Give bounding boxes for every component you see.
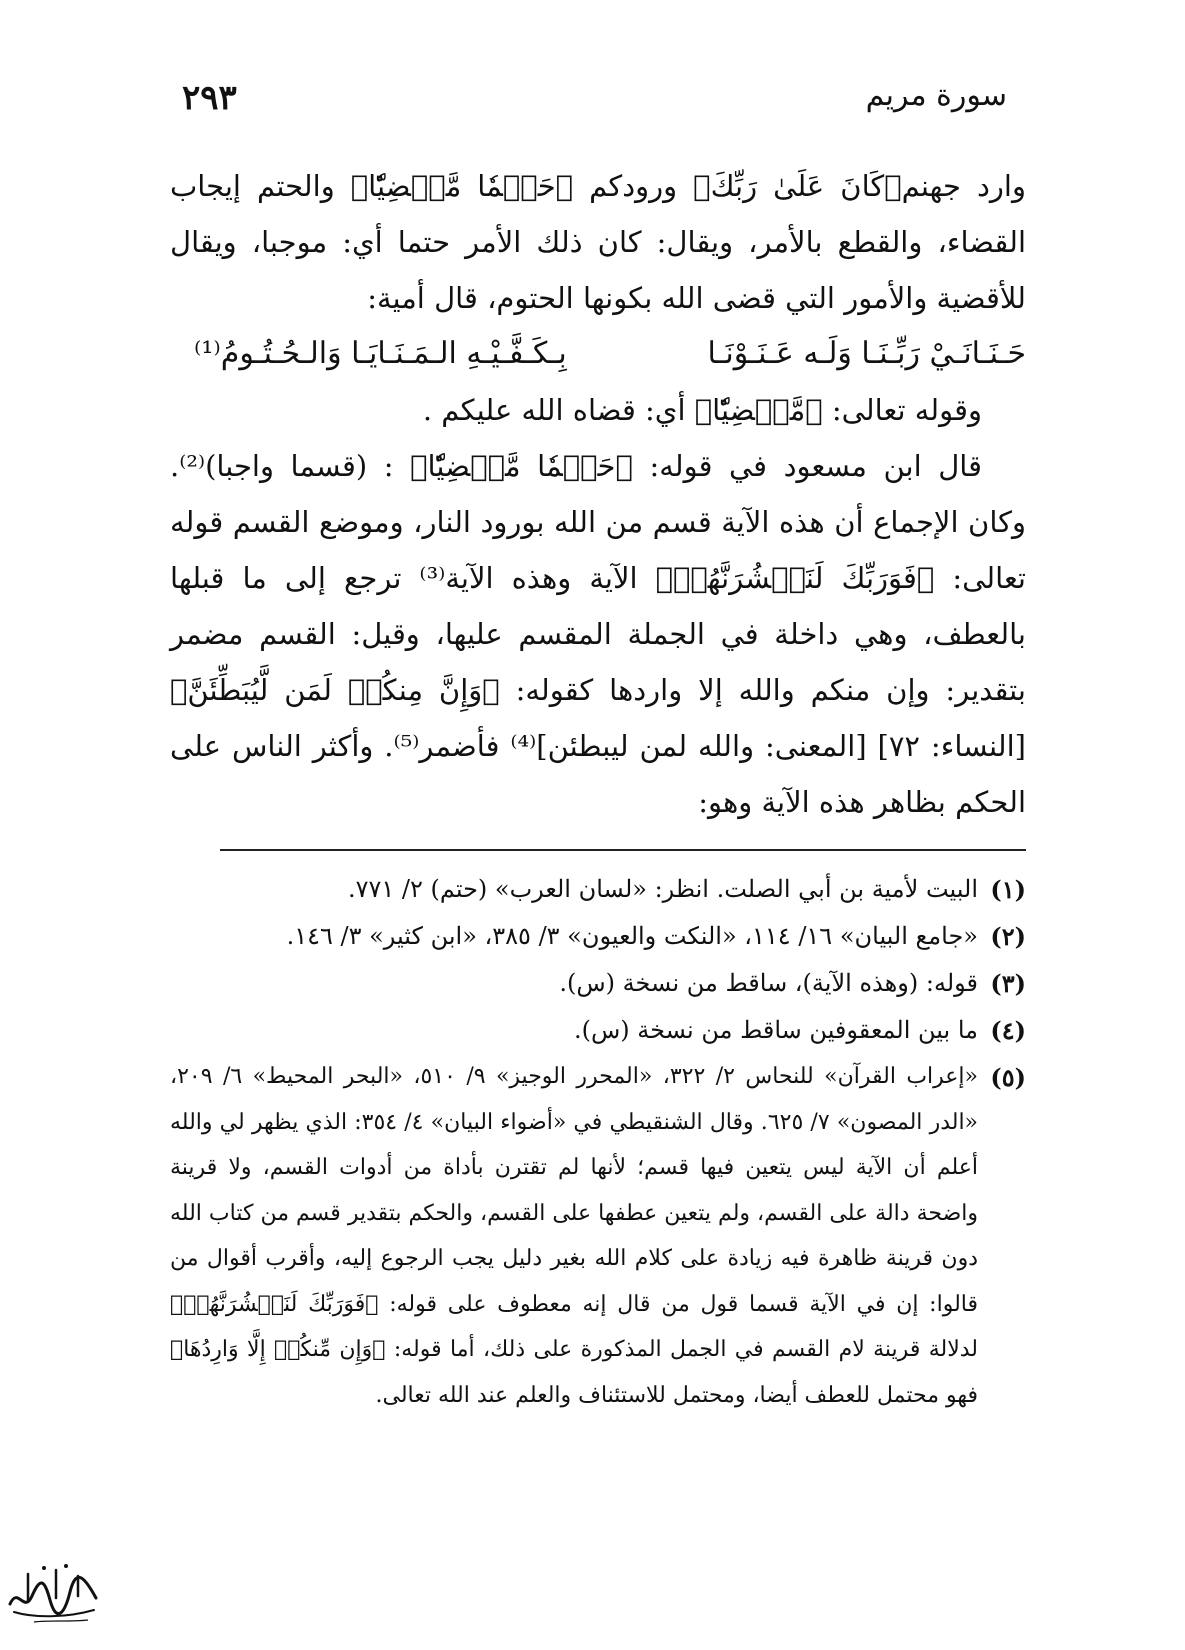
poetry-verse [170, 326, 1026, 382]
paragraph-2: وقوله تعالى: ﴿مَّقۡضِيّٗا﴾ أي: قضاه الله عليكم . [422, 393, 982, 427]
verse-hemistich-second: بِـكَـفَّـيْـهِ الـمَـنَـايَـا وَالـحُـتُـومُ⁽¹⁾ [194, 336, 567, 371]
footnote-text: «إعراب القرآن» للنحاس ٢/ ٣٢٢، «المحرر الوجيز» ٩/ ٥١٠، «البحر المحيط» ٦/ ٢٠٩، «الدر المصون» ٧/ ٦٢٥. وقال الشنقيطي في «أضواء البيان» ٤/ ٣٥٤: الذي يظهر لي والله أعلم أن الآية ليس يتعين فيها قسم؛ لأنها لم تقترن بأداة من أدوات القسم، ولا قرينة واضحة دالة على القسم، ولم يتعين عطفها على القسم، والحكم بتقدير قسم من كتاب الله دون قرينة ظاهرة فيه زيادة على كلام الله بغير دليل يجب الرجوع إليه، وأقرب أقوال من قالوا: إن في الآية قسما قول من قال إنه معطوف على قوله: ﴿فَوَرَبِّكَ لَنَحۡشُرَنَّهُمۡ﴾ لدلالة قرينة لام القسم في الجمل المذكورة على ذلك، أما قوله: ﴿وَإِن مِّنكُمۡ إِلَّا وَارِدُهَا﴾ فهو محتمل للعطف أيضا، ومحتمل للاستئناف والعلم عند الله تعالى. [170, 1064, 979, 1408]
footnote-text: قوله: (وهذه الآية)، ساقط من نسخة (س). [559, 969, 978, 997]
footnote-number: (٥) [990, 1063, 1026, 1092]
page-number: ٢٩٣ [182, 78, 237, 118]
footnote-number: (١) [990, 875, 1026, 904]
running-title: سورة مريم [865, 78, 1007, 113]
footnote-2 [170, 913, 1026, 960]
paragraph-3: قال ابن مسعود في قوله: ﴿حَتۡمٗا مَّقۡضِيّٗا﴾ : (قسما واجبا)⁽²⁾. وكان الإجماع أن هذه الآية قسم من الله بورود النار، وموضع القسم قوله تعالى: ﴿فَوَرَبِّكَ لَنَحۡشُرَنَّهُمۡ﴾ الآية وهذه الآية⁽³⁾ ترجع إلى ما قبلها بالعطف، وهي داخلة في الجملة المقسم عليها، وقيل: القسم مضمر بتقدير: وإن منكم والله إلا واردها كقوله: ﴿وَإِنَّ مِنكُمۡ لَمَن لَّيُبَطِّئَنَّ﴾ [النساء: ٧٢] [المعنى: والله لمن ليبطئن]⁽⁴⁾ فأضمر⁽⁵⁾. وأكثر الناس على الحكم بظاهر هذه الآية وهو: [170, 449, 1026, 819]
verse-hemistich-first: حَـنَـانَـيْ رَبِّـنَـا وَلَـه عَـنَـوْنَـا [707, 336, 1026, 371]
footnote-text: ما بين المعقوفين ساقط من نسخة (س). [574, 1016, 978, 1044]
footnote-number: (٤) [990, 1016, 1026, 1045]
footnote-1 [170, 866, 1026, 913]
footnote-text: البيت لأمية بن أبي الصلت. انظر: «لسان العرب» (حتم) ٢/ ٧٧١. [347, 875, 978, 903]
paragraph-1: وارد جهنم﴿كَانَ عَلَىٰ رَبِّكَ﴾ ورودكم ﴿حَتۡمٗا مَّقۡضِيّٗا﴾ والحتم إيجاب القضاء، والقطع بالأمر، ويقال: كان ذلك الأمر حتما أي: موجبا، ويقال للأقضية والأمور التي قضى الله بكونها الحتوم، قال أمية: [170, 169, 1026, 315]
main-text [170, 158, 1026, 830]
footnote-number: (٣) [990, 969, 1026, 998]
footnote-number: (٢) [990, 922, 1026, 951]
footnote-5 [170, 1054, 1026, 1418]
footnote-separator [220, 849, 1026, 851]
library-seal-icon [4, 1556, 102, 1626]
footnote-text: «جامع البيان» ١٦/ ١١٤، «النكت والعيون» ٣/ ٣٨٥، «ابن كثير» ٣/ ١٤٦. [286, 922, 978, 950]
footnote-4 [170, 1007, 1026, 1054]
footnotes [170, 866, 1026, 1418]
footnote-3 [170, 960, 1026, 1007]
